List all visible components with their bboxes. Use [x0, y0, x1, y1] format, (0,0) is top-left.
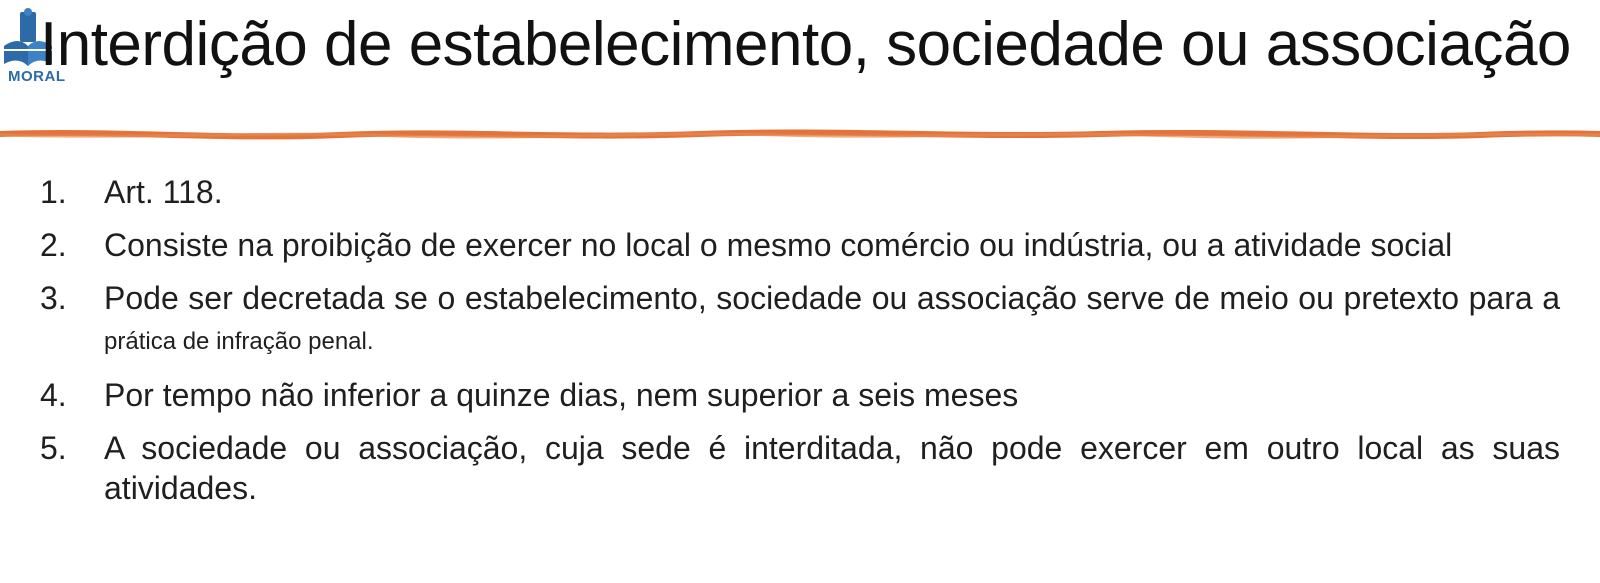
item-number: 5. [40, 430, 67, 466]
list-item [40, 225, 1560, 265]
item-number: 1. [40, 174, 67, 210]
list-item [40, 375, 1560, 415]
logo-text: MORAL [8, 68, 66, 85]
item-number: 2. [40, 227, 67, 263]
item-text-wrap [104, 278, 1560, 362]
item-list [40, 172, 1560, 508]
item-text-small: prática de infração penal. [104, 328, 374, 355]
list-item [40, 278, 1560, 362]
item-text: Art. 118. [104, 174, 223, 210]
list-item [40, 428, 1560, 508]
item-text: A sociedade ou associação, cuja sede é interditada, não pode exercer em outro local as suas atividades. [104, 430, 1560, 506]
title-divider [0, 120, 1600, 150]
item-number: 3. [40, 280, 67, 316]
item-number: 4. [40, 377, 67, 413]
slide-title: Interdição de estabelecimento, sociedade ou associação [40, 10, 1571, 79]
item-text: Consiste na proibição de exercer no local o mesmo comércio ou indústria, ou a atividade social [104, 227, 1453, 263]
item-text: Pode ser decretada se o estabelecimento, sociedade ou associação serve de meio ou pretexto para a [104, 280, 1560, 316]
item-text: Por tempo não inferior a quinze dias, nem superior a seis meses [104, 377, 1019, 413]
list-item [40, 172, 1560, 212]
